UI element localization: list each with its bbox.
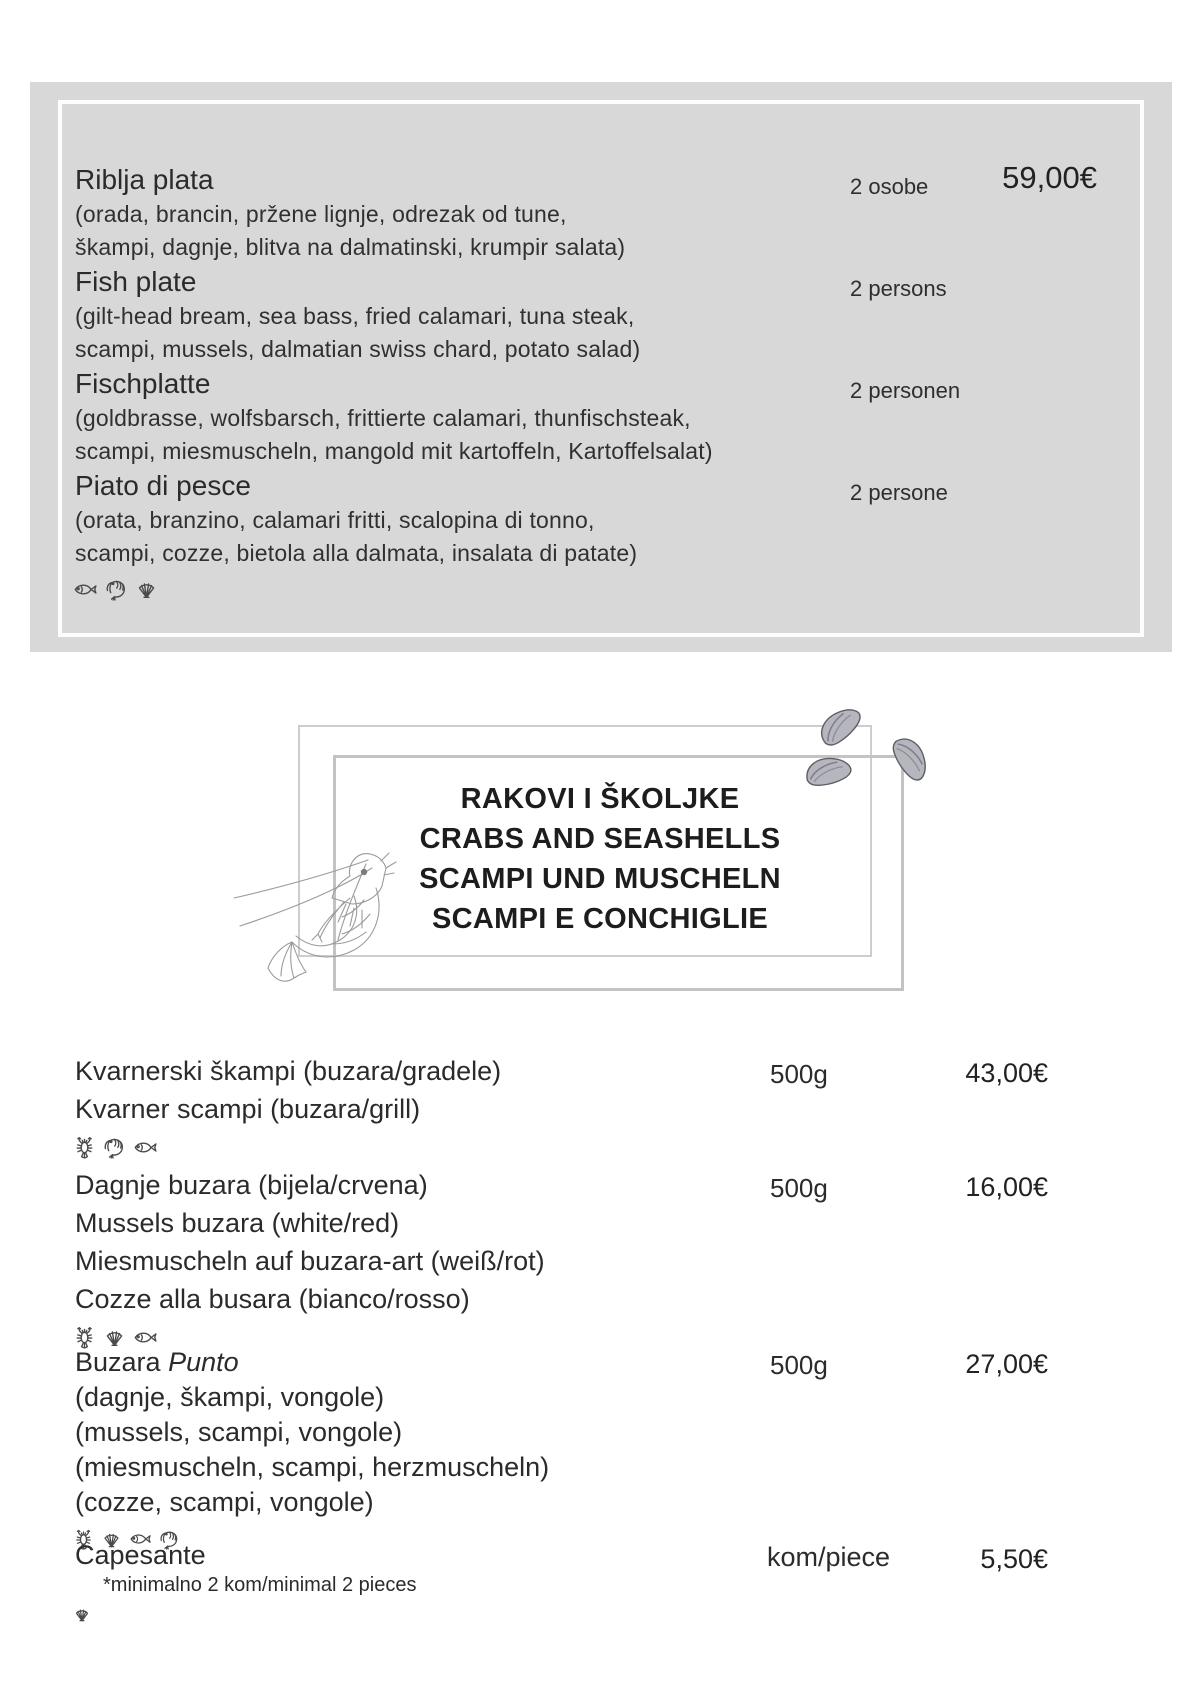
crustacean-icon (73, 1135, 96, 1160)
item-title-row (75, 264, 1097, 300)
fish-icon (133, 1139, 158, 1156)
menu-item-mussels-buzara (75, 1166, 1048, 1350)
item-title-row (75, 366, 1097, 402)
item-name: Kvarnerski škampi (buzara/gradele) (75, 1056, 502, 1086)
portion-label: 2 persone (850, 480, 948, 505)
item-title: Piato di pesce (75, 470, 251, 501)
price-label: 43,00€ (965, 1058, 1048, 1088)
item-name: (miesmuscheln, scampi, herzmuscheln) (75, 1452, 550, 1482)
menu-item-buzara-punto (75, 1345, 1048, 1552)
price-label: 5,50€ (980, 1544, 1048, 1574)
item-title-row (75, 162, 1097, 198)
shrimp-icon (105, 578, 128, 601)
item-name: Miesmuscheln auf buzara-art (weiß/rot) (75, 1246, 545, 1276)
item-name-italic: Punto (168, 1347, 239, 1377)
item-name: Mussels buzara (white/red) (75, 1208, 400, 1238)
portion-label: 2 osobe (850, 174, 929, 199)
item-name: (cozze, scampi, vongole) (75, 1487, 374, 1517)
fish-plate-box (30, 82, 1172, 652)
item-note: *minimalno 2 kom/minimal 2 pieces (103, 1574, 417, 1596)
item-name-row (75, 1345, 1048, 1380)
scampi-illustration (226, 838, 411, 1020)
item-title: Fish plate (75, 266, 197, 297)
item-description: (orata, branzino, calamari fritti, scalopina di tonno, (75, 507, 595, 533)
item-name: Cozze alla busara (bianco/rosso) (75, 1284, 470, 1314)
item-name-row (75, 1538, 1048, 1572)
item-description: scampi, cozze, bietola alla dalmata, insalata di patate) (75, 540, 638, 566)
item-title: Riblja plata (75, 164, 214, 195)
section-title-en: CRABS AND SEASHELLS (419, 823, 781, 855)
portion-label: kom/piece (767, 1542, 891, 1572)
price-label: 16,00€ (965, 1172, 1048, 1202)
scallop-icon (73, 1606, 91, 1623)
item-name: (mussels, scampi, vongole) (75, 1417, 403, 1447)
price-label: 59,00€ (1002, 160, 1097, 195)
item-title-row (75, 468, 1097, 504)
section-title-hr: RAKOVI I ŠKOLJKE (460, 783, 740, 815)
item-description: (goldbrasse, wolfsbarsch, frittierte calamari, thunfischsteak, (75, 405, 691, 431)
item-description: (gilt-head bream, sea bass, fried calamari, tuna steak, (75, 303, 635, 329)
allergen-icons-row (73, 1134, 1048, 1160)
portion-label: 2 persons (850, 276, 947, 301)
allergen-icons-row (73, 576, 1097, 602)
menu-item-kvarner-scampi (75, 1052, 1048, 1160)
item-name: (dagnje, škampi, vongole) (75, 1382, 385, 1412)
portion-label: 500g (770, 1173, 828, 1203)
item-name: Dagnje buzara (bijela/crvena) (75, 1170, 428, 1200)
item-name-row (75, 1052, 1048, 1090)
fish-icon (133, 1329, 158, 1346)
menu-item-capesante (75, 1538, 1048, 1627)
portion-label: 500g (770, 1350, 828, 1380)
item-name: Capesante (75, 1540, 206, 1570)
fish-icon (73, 581, 98, 598)
section-title-de: SCAMPI UND MUSCHELN (419, 863, 781, 895)
section-title-it: SCAMPI E CONCHIGLIE (432, 903, 768, 935)
allergen-icons-row (73, 1601, 1048, 1627)
item-title: Fischplatte (75, 368, 211, 399)
mussels-illustration (800, 692, 935, 804)
portion-label: 500g (770, 1059, 828, 1089)
item-name-row (75, 1166, 1048, 1204)
item-description: scampi, mussels, dalmatian swiss chard, potato salad) (75, 336, 641, 362)
portion-label: 2 personen (850, 378, 961, 403)
scallop-icon (135, 579, 158, 600)
item-description: (orada, brancin, pržene lignje, odrezak od tune, (75, 201, 567, 227)
shrimp-icon (103, 1136, 126, 1159)
item-name: Kvarner scampi (buzara/grill) (75, 1094, 421, 1124)
item-description: scampi, miesmuscheln, mangold mit kartoffeln, Kartoffelsalat) (75, 438, 713, 464)
fish-plate-content (75, 162, 1097, 602)
price-label: 27,00€ (965, 1349, 1048, 1379)
item-name: Buzara (75, 1347, 169, 1377)
item-description: škampi, dagnje, blitva na dalmatinski, krumpir salata) (75, 234, 626, 260)
